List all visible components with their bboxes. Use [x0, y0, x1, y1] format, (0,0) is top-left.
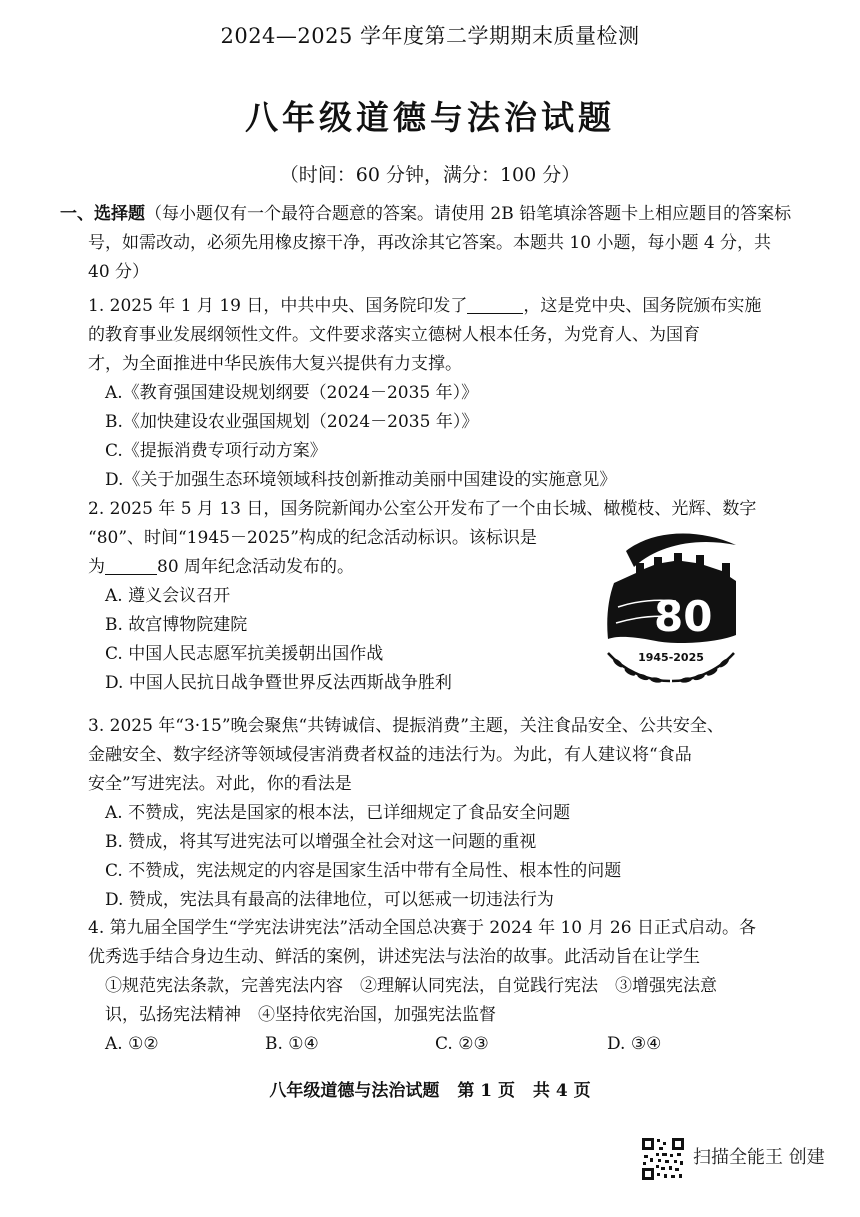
scanner-watermark: 扫描全能王 创建: [693, 1147, 825, 1168]
question-3-stem: 3. 2025 年“3·15”晚会聚焦“共铸诚信、提振消费”主题，关注食品安全、公共安全、: [88, 716, 724, 736]
question-4-option-b: B. ①④: [265, 1034, 319, 1054]
page-footer: [0, 1076, 860, 1101]
question-2-stem-line: “80”、时间“1945－2025”构成的纪念活动标识。该标识是: [88, 528, 537, 548]
question-1-stem-line: 才，为全面推进中华民族伟大复兴提供有力支撑。: [88, 354, 462, 374]
qr-code-icon: [641, 1137, 685, 1181]
footer-page-number: 第 1 页: [457, 1081, 515, 1101]
commemorative-logo: [596, 523, 746, 685]
question-1-stem-cont: ，这是党中央、国务院颁布实施: [523, 296, 762, 316]
answer-blank: [467, 295, 523, 314]
question-4-stem-line: 优秀选手结合身边生动、鲜活的案例，讲述宪法与法治的故事。此活动旨在让学生: [88, 947, 700, 967]
question-2-option-b: B. 故宫博物院建院: [105, 615, 248, 635]
question-4-option-a: A. ①②: [105, 1034, 159, 1054]
question-4-options: [88, 1030, 793, 1059]
question-2-stem: 2. 2025 年 5 月 13 日，国务院新闻办公室公开发布了一个由长城、橄榄枝、光辉、数字: [88, 499, 757, 519]
question-2-stem-cont: 80 周年纪念活动发布的。: [157, 557, 355, 577]
question-3-stem-line: 安全”写进宪法。对此，你的看法是: [88, 774, 352, 794]
question-4-stem: 4. 第九届全国学生“学宪法讲宪法”活动全国总决赛于 2024 年 10 月 26 日正式启动。各: [88, 918, 756, 938]
logo-years: 1945-2025: [638, 651, 704, 664]
question-4-items: 识，弘扬宪法精神 ④坚持依宪治国，加强宪法监督: [105, 1005, 496, 1025]
question-1-option-b: B.《加快建设农业强国规划（2024－2035 年）》: [105, 412, 479, 432]
footer-title: 八年级道德与法治试题: [269, 1081, 440, 1101]
question-1-stem-line: 的教育事业发展纲领性文件。文件要求落实立德树人根本任务，为党育人、为国育: [88, 325, 700, 345]
logo-number: 80: [654, 592, 713, 641]
exam-title: 八年级道德与法治试题: [245, 98, 615, 137]
question-1: [88, 292, 793, 495]
answer-blank: [105, 556, 157, 575]
exam-subtitle: 2024—2025 学年度第二学期期末质量检测: [220, 24, 640, 48]
question-1-stem: 1. 2025 年 1 月 19 日，中共中央、国务院印发了: [88, 296, 468, 316]
question-2-stem-line: 为: [88, 557, 105, 577]
question-2-option-c: C. 中国人民志愿军抗美援朝出国作战: [105, 644, 384, 664]
section-instructions: [60, 200, 793, 287]
question-1-option-c: C.《提振消费专项行动方案》: [105, 441, 327, 461]
question-3-option-b: B. 赞成，将其写进宪法可以增强全社会对这一问题的重视: [105, 832, 537, 852]
section-instructions-text: （每小题仅有一个最符合题意的答案。请使用 2B 铅笔填涂答题卡上相应题目的答案标号，如需改动，必须先用橡皮擦干净，再改涂其它答案。本题共 10 小题，每小题 4 分，共 40 分）: [88, 204, 792, 282]
question-4-items: ①规范宪法条款，完善宪法内容 ②理解认同宪法，自觉践行宪法 ③增强宪法意: [105, 976, 717, 996]
question-3: [88, 712, 793, 915]
question-3-option-a: A. 不赞成，宪法是国家的根本法，已详细规定了食品安全问题: [105, 803, 571, 823]
section-label: 一、选择题: [60, 204, 145, 224]
question-4-option-d: D. ③④: [607, 1034, 662, 1054]
question-1-option-d: D.《关于加强生态环境领域科技创新推动美丽中国建设的实施意见》: [105, 470, 617, 490]
question-2-option-a: A. 遵义会议召开: [105, 586, 231, 606]
question-1-option-a: A.《教育强国建设规划纲要（2024－2035 年）》: [105, 383, 479, 403]
question-2-option-d: D. 中国人民抗日战争暨世界反法西斯战争胜利: [105, 673, 452, 693]
question-3-option-c: C. 不赞成，宪法规定的内容是国家生活中带有全局性、根本性的问题: [105, 861, 622, 881]
footer-page-total: 共 4 页: [532, 1081, 591, 1101]
question-4: [88, 914, 793, 1059]
question-3-stem-line: 金融安全、数字经济等领域侵害消费者权益的违法行为。为此，有人建议将“食品: [88, 745, 692, 765]
exam-time-info: （时间：60 分钟，满分：100 分）: [279, 164, 581, 186]
question-3-option-d: D. 赞成，宪法具有最高的法律地位，可以惩戒一切违法行为: [105, 890, 554, 910]
question-4-option-c: C. ②③: [435, 1034, 489, 1054]
